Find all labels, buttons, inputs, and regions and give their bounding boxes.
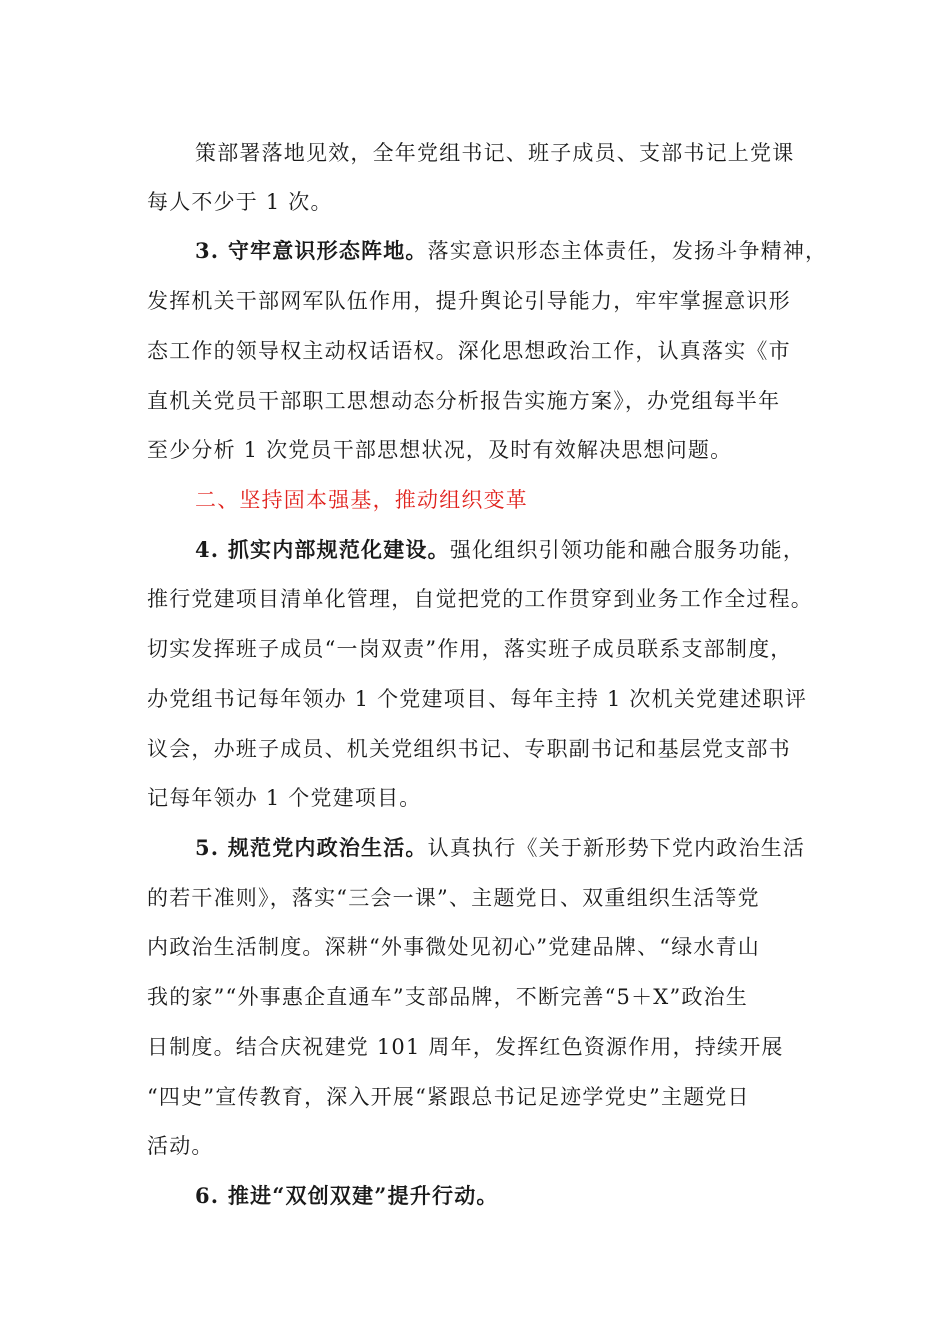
item3-heading: 3. 守牢意识形态阵地。 <box>195 238 428 263</box>
para1-line-1: 策部署落地见效，全年党组书记、班子成员、支部书记上党课 <box>195 141 795 165</box>
section2-title: 二、坚持固本强基，推动组织变革 <box>195 488 528 512</box>
item5-line-2: 的若干准则》，落实“三会一课”、主题党日、双重组织生活等党 <box>147 886 760 910</box>
item3-line-3: 态工作的领导权主动权话语权。深化思想政治工作，认真落实《市 <box>147 339 791 363</box>
item3-line-2: 发挥机关干部网军队伍作用，提升舆论引导能力，牢牢掌握意识形 <box>147 289 791 313</box>
item5-first-line <box>195 833 807 863</box>
item4-line-3: 切实发挥班子成员“一岗双责”作用，落实班子成员联系支部制度， <box>147 637 793 661</box>
item4-first-line <box>195 535 807 565</box>
item5-first-line-rest: 认真执行《关于新形势下党内政治生活 <box>427 836 806 860</box>
item4-line-2: 推行党建项目清单化管理，自觉把党的工作贯穿到业务工作全过程。 <box>147 587 813 611</box>
item6-heading: 6. 推进“双创双建”提升行动。 <box>195 1183 499 1208</box>
item5-line-5: 日制度。结合庆祝建党 101 周年，发挥红色资源作用，持续开展 <box>147 1035 784 1059</box>
item4-line-4: 办党组书记每年领办 1 个党建项目、每年主持 1 次机关党建述职评 <box>147 687 808 711</box>
item5-heading: 5. 规范党内政治生活。 <box>195 835 428 860</box>
item4-first-line-rest: 强化组织引领功能和融合服务功能， <box>449 538 806 562</box>
item5-line-6: “四史”宣传教育，深入开展“紧跟总书记足迹学党史”主题党日 <box>147 1085 750 1109</box>
item4-line-6: 记每年领办 1 个党建项目。 <box>147 786 422 810</box>
para1-line-2: 每人不少于 1 次。 <box>147 190 333 214</box>
item5-line-4: 我的家”“外事惠企直通车”支部品牌，不断完善“5＋X”政治生 <box>147 985 748 1009</box>
item4-heading: 4. 抓实内部规范化建设。 <box>195 537 450 562</box>
item5-line-3: 内政治生活制度。深耕“外事微处见初心”党建品牌、“绿水青山 <box>147 935 761 959</box>
item3-line-5: 至少分析 1 次党员干部思想状况，及时有效解决思想问题。 <box>147 438 733 462</box>
item5-line-7: 活动。 <box>147 1134 214 1158</box>
item3-first-line-rest: 落实意识形态主体责任，发扬斗争精神， <box>427 239 828 263</box>
item4-line-5: 议会，办班子成员、机关党组织书记、专职副书记和基层党支部书 <box>147 737 791 761</box>
item3-first-line <box>195 236 828 266</box>
item3-line-4: 直机关党员干部职工思想动态分析报告实施方案》，办党组每半年 <box>147 389 781 413</box>
